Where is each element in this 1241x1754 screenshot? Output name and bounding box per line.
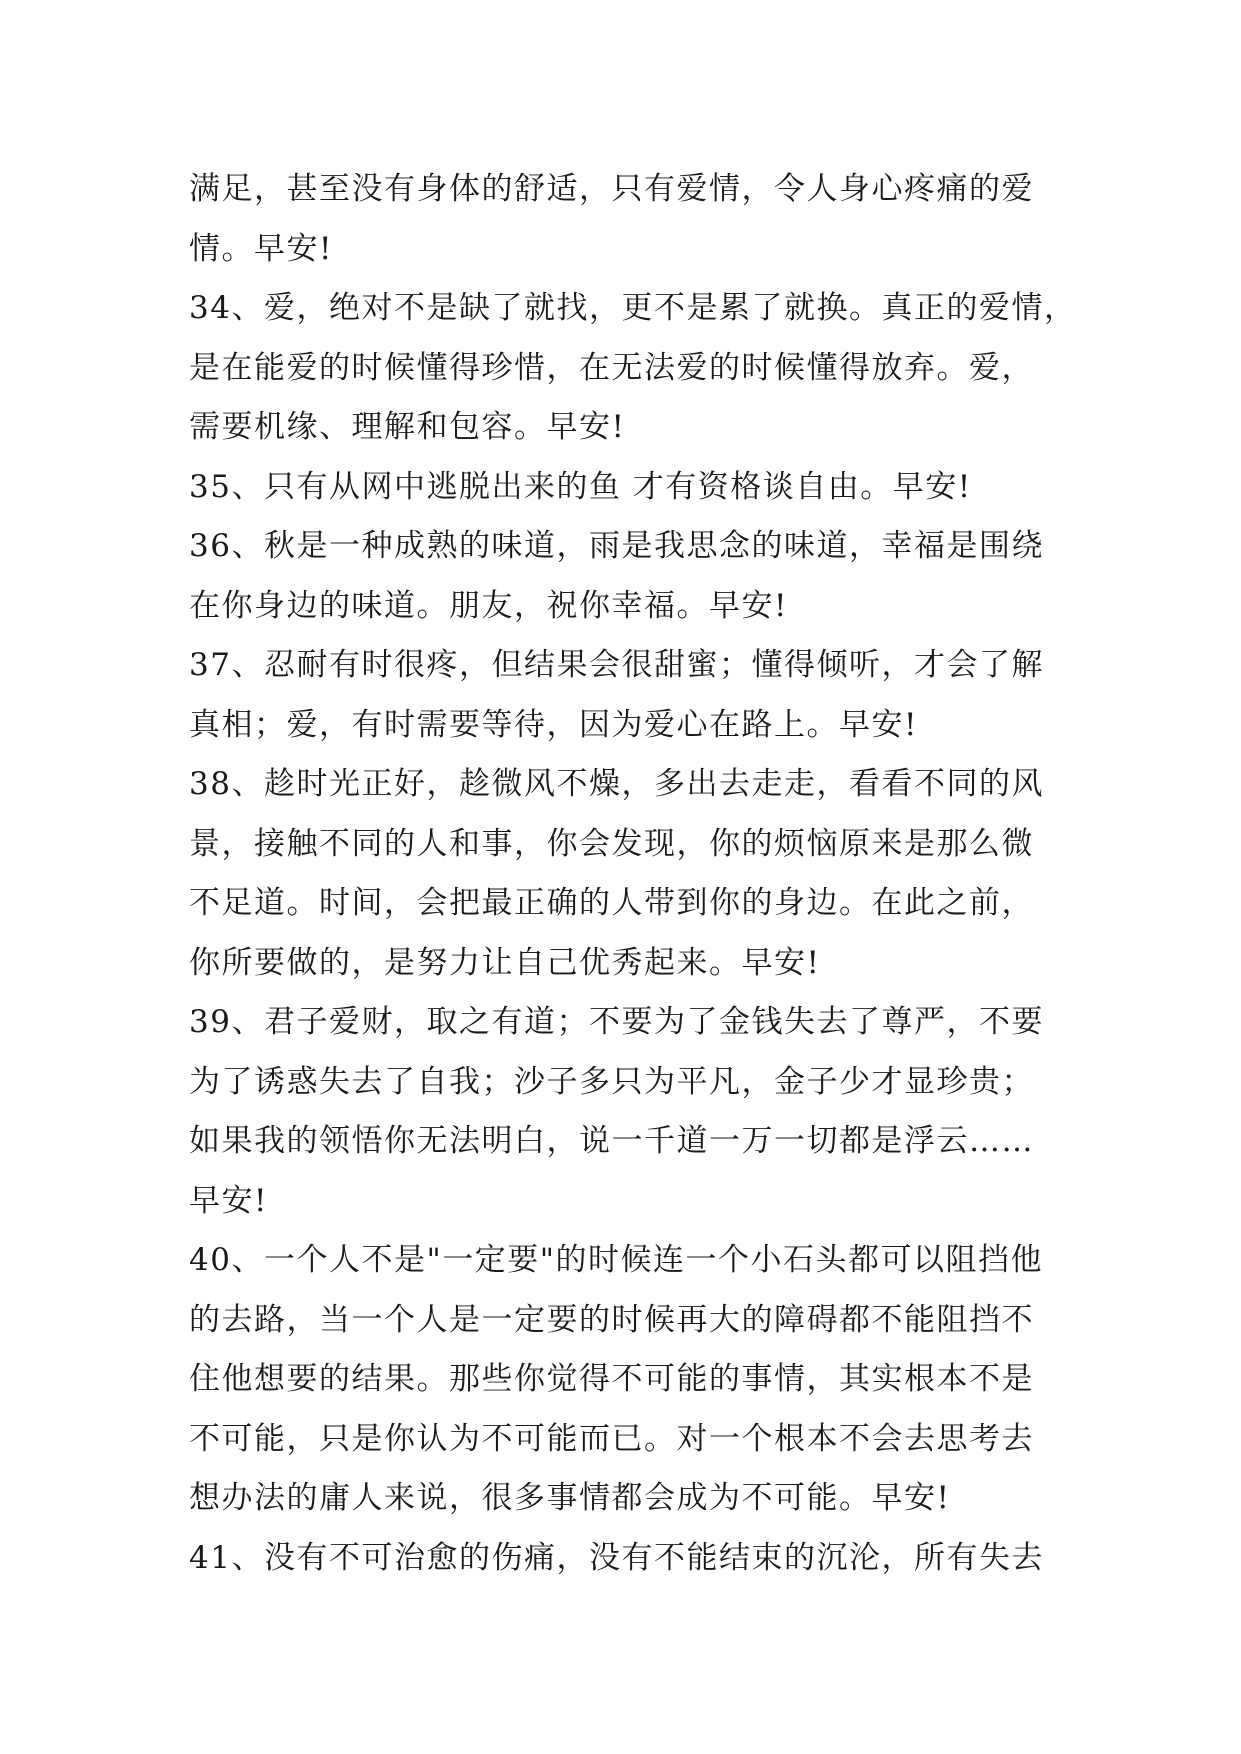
text-line: 不可能，只是你认为不可能而已。对一个根本不会去思考去 [189,1420,1034,1457]
text-line: 住他想要的结果。那些你觉得不可能的事情，其实根本不是 [189,1361,1034,1397]
text-line: 满足，甚至没有身体的舒适，只有爱情，令人身心疼痛的爱 [189,171,1034,207]
text-line: 如果我的领悟你无法明白，说一千道一万一切都是浮云…… [189,1123,1034,1159]
text-line: 为了诱惑失去了自我；沙子多只为平凡，金子少才显珍贵； [189,1063,1034,1100]
text-line: 是在能爱的时候懂得珍惜，在无法爱的时候懂得放弃。爱， [189,349,1034,386]
text-line: 的去路，当一个人是一定要的时候再大的障碍都不能阻挡不 [189,1301,1034,1338]
text-line: 在你身边的味道。朋友，祝你幸福。早安! [189,587,788,624]
text-line: 需要机缘、理解和包容。早安! [189,409,626,445]
text-line: 景，接触不同的人和事，你会发现，你的烦恼原来是那么微 [189,825,1034,862]
text-line: 34、爱，绝对不是缺了就找，更不是累了就换。真正的爱情， [189,290,1077,326]
document-body [189,160,1077,1588]
text-line: 38、趁时光正好，趁微风不燥，多出去走走，看看不同的风 [189,766,1044,802]
text-line: 不足道。时间，会把最正确的人带到你的身边。在此之前， [189,885,1034,921]
text-line: 你所要做的，是努力让自己优秀起来。早安! [189,944,821,981]
text-line: 37、忍耐有时很疼，但结果会很甜蜜；懂得倾听，才会了解 [189,647,1044,683]
text-line: 35、只有从网中逃脱出来的鱼 才有资格谈自由。早安! [189,468,972,505]
text-line: 早安! [189,1182,268,1219]
text-line: 36、秋是一种成熟的味道，雨是我思念的味道，幸福是围绕 [189,528,1044,564]
text-line: 想办法的庸人来说，很多事情都会成为不可能。早安! [189,1480,951,1516]
text-line: 41、没有不可治愈的伤痛，没有不能结束的沉沦，所有失去 [189,1539,1044,1576]
text-line: 40、一个人不是"一定要"的时候连一个小石头都可以阻挡他 [189,1242,1043,1278]
text-line: 情。早安! [189,230,333,267]
text-line: 真相；爱，有时需要等待，因为爱心在路上。早安! [189,706,918,743]
text-line: 39、君子爱财，取之有道；不要为了金钱失去了尊严，不要 [189,1004,1044,1040]
